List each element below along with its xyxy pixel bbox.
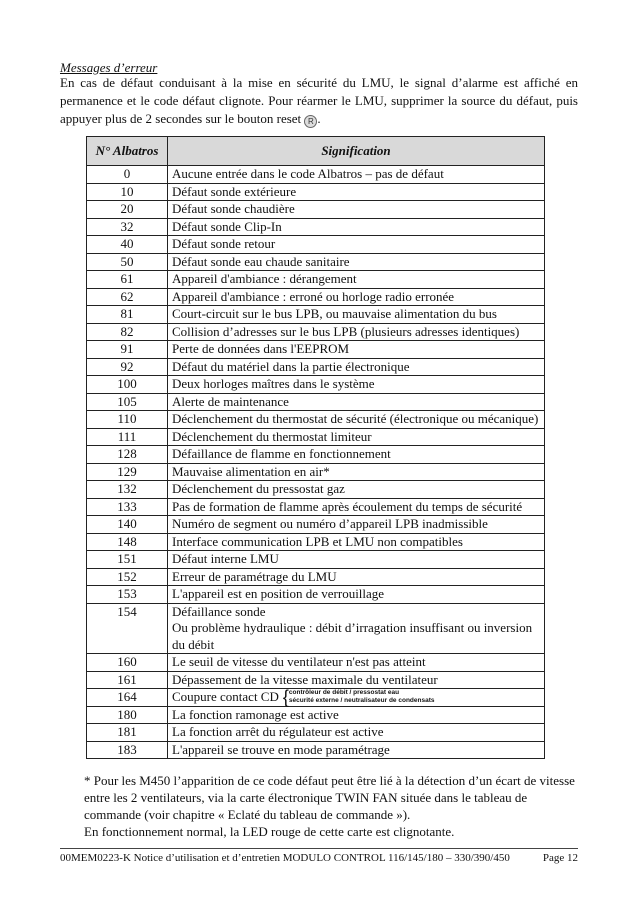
meaning-text: Déclenchement du pressostat gaz	[172, 481, 345, 496]
error-meaning	[168, 166, 545, 184]
meaning-text: Collision d’adresses sur le bus LPB (plusieurs adresses identiques)	[172, 323, 520, 339]
error-code: 180	[87, 706, 168, 724]
error-meaning	[168, 218, 545, 236]
error-code: 160	[87, 654, 168, 672]
meaning-text: Défaut sonde chaudière	[172, 201, 295, 216]
error-code: 183	[87, 741, 168, 759]
error-meaning	[168, 586, 545, 604]
meaning-text: Coupure contact CD	[172, 689, 279, 704]
error-code: 100	[87, 376, 168, 394]
error-code: 62	[87, 288, 168, 306]
table-row	[87, 706, 545, 724]
error-meaning	[168, 341, 545, 359]
error-meaning	[168, 498, 545, 516]
error-code: 10	[87, 183, 168, 201]
table-body	[87, 166, 545, 759]
table-row	[87, 358, 545, 376]
error-meaning	[168, 533, 545, 551]
error-meaning	[168, 741, 545, 759]
error-meaning	[168, 446, 545, 464]
table-row	[87, 428, 545, 446]
error-meaning	[168, 236, 545, 254]
brace-symbol: {	[282, 687, 289, 707]
header-code: N° Albatros	[87, 137, 168, 166]
error-meaning	[168, 428, 545, 446]
contact-cd-note: sécurité externe / neutralisateur de condensats	[288, 697, 435, 704]
meaning-text: Pas de formation de flamme après écoulement du temps de sécurité	[172, 498, 523, 514]
header-meaning: Signification	[168, 137, 545, 166]
footnote-text: * Pour les M450 l’apparition de ce code défaut peut être lié à la détection d’un écart de vitesse entre les 2 ventilateurs, via la carte électronique TWIN FAN située dans le tableau de commande (voir chapitre « Eclaté du tableau de commande »).	[84, 773, 575, 822]
error-meaning	[168, 201, 545, 219]
error-code: 151	[87, 551, 168, 569]
meaning-text: Alerte de maintenance	[172, 393, 289, 409]
meaning-text: Défaut sonde retour	[172, 236, 276, 251]
error-code: 91	[87, 341, 168, 359]
error-code: 153	[87, 586, 168, 604]
page-footer	[60, 852, 578, 864]
error-meaning	[168, 568, 545, 586]
intro-text: En cas de défaut conduisant à la mise en sécurité du LMU, le signal d’alarme est affiché en permanence et le code défaut clignote. Pour réarmer le LMU, supprimer la source du défaut, puis appuyer plus de 2 secondes sur le bouton reset	[60, 75, 578, 126]
error-code: 20	[87, 201, 168, 219]
error-code: 133	[87, 498, 168, 516]
error-code: 181	[87, 724, 168, 742]
footnote-text-2: En fonctionnement normal, la LED rouge de cette carte est clignotante.	[84, 824, 455, 839]
table-row	[87, 586, 545, 604]
table-row	[87, 218, 545, 236]
error-code: 82	[87, 323, 168, 341]
intro-text-end: .	[317, 111, 321, 126]
error-code: 61	[87, 271, 168, 289]
meaning-text: Déclenchement du thermostat limiteur	[172, 428, 372, 444]
table-row	[87, 306, 545, 324]
meaning-text: Défaut sonde eau chaude sanitaire	[172, 253, 350, 269]
error-code: 32	[87, 218, 168, 236]
table-row	[87, 603, 545, 654]
contact-cd-note: contrôleur de débit / pressostat eau	[288, 689, 400, 696]
error-meaning	[168, 654, 545, 672]
meaning-text: Dépassement de la vitesse maximale du ventilateur	[172, 671, 438, 687]
error-code: 40	[87, 236, 168, 254]
error-meaning	[168, 724, 545, 742]
error-meaning	[168, 323, 545, 341]
meaning-text: Aucune entrée dans le code Albatros – pas de défaut	[172, 166, 444, 181]
error-meaning	[168, 376, 545, 394]
table-header-row	[87, 137, 545, 166]
table-row	[87, 166, 545, 184]
table-row	[87, 288, 545, 306]
meaning-text: Interface communication LPB et LMU non compatibles	[172, 533, 463, 549]
meaning-text: Défaillance sonde	[172, 603, 266, 619]
table-row	[87, 323, 545, 341]
table-row	[87, 236, 545, 254]
table-row	[87, 551, 545, 569]
footer-divider	[60, 848, 578, 849]
meaning-text: L'appareil est en position de verrouillage	[172, 586, 385, 601]
meaning-text: Déclenchement du thermostat de sécurité (électronique ou mécanique)	[172, 411, 539, 426]
error-meaning	[168, 271, 545, 289]
footnote	[84, 772, 584, 840]
error-code: 132	[87, 481, 168, 499]
error-meaning	[168, 358, 545, 376]
table-row	[87, 411, 545, 429]
error-meaning	[168, 671, 545, 689]
intro-paragraph	[60, 74, 578, 128]
table-row	[87, 498, 545, 516]
table-row	[87, 463, 545, 481]
meaning-text: Défaut du matériel dans la partie électronique	[172, 358, 410, 374]
meaning-text: Erreur de paramétrage du LMU	[172, 568, 337, 584]
reset-button-icon: R	[304, 115, 317, 128]
error-meaning	[168, 411, 545, 429]
error-meaning	[168, 603, 545, 654]
error-code: 110	[87, 411, 168, 429]
error-code: 105	[87, 393, 168, 411]
meaning-text: Perte de données dans l'EEPROM	[172, 341, 350, 356]
meaning-text: Deux horloges maîtres dans le système	[172, 376, 375, 391]
meaning-text: Numéro de segment ou numéro d’appareil LPB inadmissible	[172, 516, 488, 531]
table-row	[87, 271, 545, 289]
table-row	[87, 516, 545, 534]
meaning-text: Le seuil de vitesse du ventilateur n'est pas atteint	[172, 654, 426, 669]
table-row	[87, 568, 545, 586]
table-row	[87, 183, 545, 201]
error-meaning	[168, 463, 545, 481]
error-meaning	[168, 253, 545, 271]
meaning-text: La fonction arrêt du régulateur est active	[172, 724, 384, 739]
meaning-text: Défaillance de flamme en fonctionnement	[172, 446, 391, 461]
meaning-extra-text: Ou problème hydraulique : débit d’irragation insuffisant ou inversion du débit	[172, 620, 533, 652]
meaning-text: Défaut sonde extérieure	[172, 183, 297, 199]
error-meaning	[168, 689, 545, 707]
error-code: 50	[87, 253, 168, 271]
error-code: 140	[87, 516, 168, 534]
contact-cd-notes	[289, 689, 435, 705]
page-number: Page 12	[542, 852, 578, 864]
footer-doc-reference: 00MEM0223-K Notice d’utilisation et d’entretien MODULO CONTROL 116/145/180 – 330/390/450	[60, 852, 510, 864]
table-row	[87, 481, 545, 499]
error-code-table	[86, 136, 545, 759]
error-meaning	[168, 183, 545, 201]
error-code: 0	[87, 166, 168, 184]
error-meaning	[168, 306, 545, 324]
table-row	[87, 724, 545, 742]
meaning-text: Mauvaise alimentation en air*	[172, 463, 330, 479]
error-meaning	[168, 516, 545, 534]
table-row	[87, 654, 545, 672]
table-row	[87, 533, 545, 551]
section-title: Messages d’erreur	[60, 60, 158, 75]
error-meaning	[168, 288, 545, 306]
meaning-text: La fonction ramonage est active	[172, 706, 339, 722]
error-code: 164	[87, 689, 168, 707]
meaning-text: Court-circuit sur le bus LPB, ou mauvaise alimentation du bus	[172, 306, 497, 321]
table-row	[87, 393, 545, 411]
error-code: 129	[87, 463, 168, 481]
error-code: 111	[87, 428, 168, 446]
error-meaning	[168, 706, 545, 724]
error-code: 128	[87, 446, 168, 464]
table-row	[87, 201, 545, 219]
meaning-text: Appareil d'ambiance : dérangement	[172, 271, 357, 286]
table-row	[87, 446, 545, 464]
error-code: 161	[87, 671, 168, 689]
error-code: 154	[87, 603, 168, 654]
meaning-text: Appareil d'ambiance : erroné ou horloge radio erronée	[172, 288, 455, 304]
error-meaning	[168, 551, 545, 569]
error-code: 148	[87, 533, 168, 551]
table-row	[87, 253, 545, 271]
table-row	[87, 741, 545, 759]
table-row	[87, 671, 545, 689]
table-row	[87, 341, 545, 359]
meaning-text: L'appareil se trouve en mode paramétrage	[172, 741, 390, 757]
error-code: 152	[87, 568, 168, 586]
error-meaning	[168, 393, 545, 411]
error-meaning	[168, 481, 545, 499]
table-row	[87, 376, 545, 394]
table-row	[87, 689, 545, 707]
error-code: 92	[87, 358, 168, 376]
error-code: 81	[87, 306, 168, 324]
meaning-text: Défaut sonde Clip-In	[172, 218, 282, 234]
meaning-text: Défaut interne LMU	[172, 551, 279, 566]
